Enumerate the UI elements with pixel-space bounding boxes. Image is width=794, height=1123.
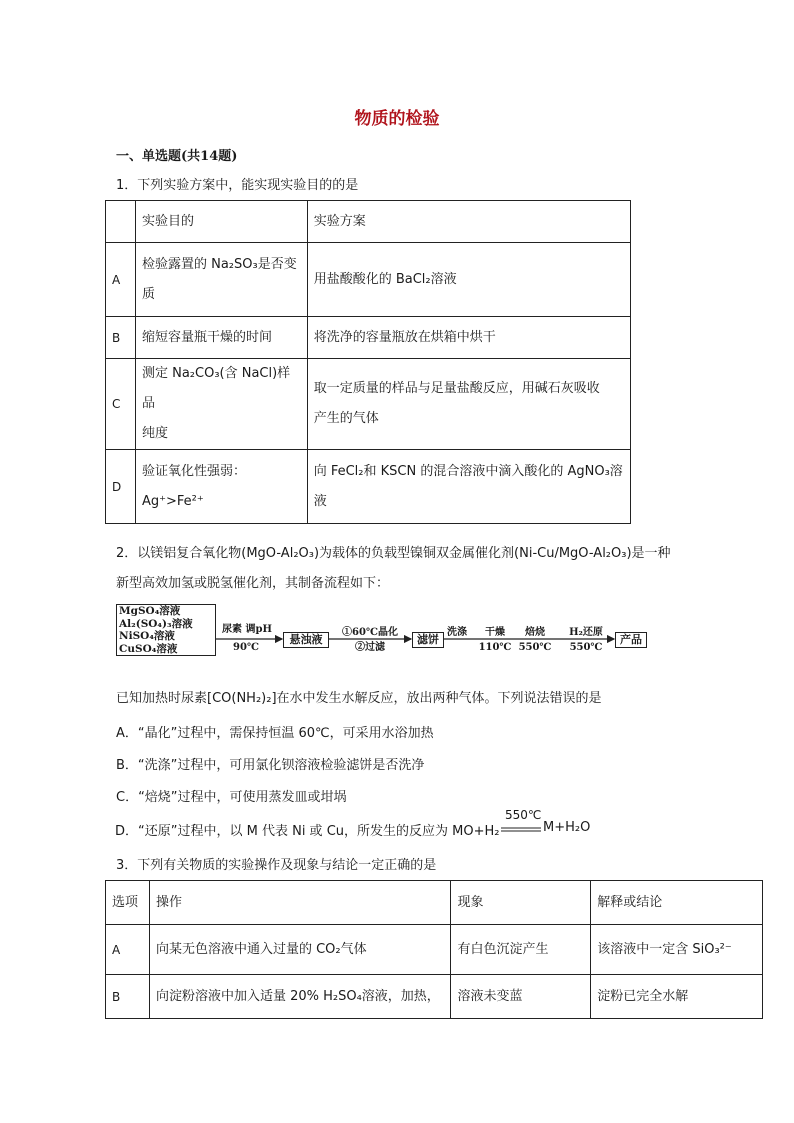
table-row — [106, 925, 763, 975]
section-heading: 一、单选题(共14题) — [116, 149, 238, 164]
cell-line: 检验露置的 Na₂SO₃是否变 — [141, 256, 297, 272]
step-dry-temp: 110℃ — [478, 642, 512, 653]
cell-line: 验证氧化性强弱：Ag⁺>Fe²⁺ — [141, 463, 246, 509]
cell-line: 液 — [313, 493, 327, 509]
q3-stem: 3．下列有关物质的实验操作及现象与结论一定正确的是 — [116, 858, 437, 873]
q2-option-a: A．“晶化”过程中，需保持恒温 60℃，可采用水浴加热 — [116, 726, 434, 741]
conclusion-cell: 淀粉已完全水解 — [591, 975, 763, 1019]
reagents-box — [116, 604, 216, 656]
row-label: B — [106, 317, 136, 359]
step2-filter: ②过滤 — [355, 642, 385, 653]
option-d-products: M+H₂O — [543, 820, 591, 835]
table-header-row — [106, 881, 763, 925]
plan-cell — [307, 317, 630, 359]
step1-temp: 90℃ — [233, 642, 259, 653]
goal-cell — [135, 243, 307, 317]
operation-cell: 向某无色溶液中通入过量的 CO₂气体 — [149, 925, 451, 975]
table-row — [106, 243, 631, 317]
reaction-condition: 550℃ — [505, 808, 542, 822]
table-row — [106, 359, 631, 450]
row-label: A — [106, 925, 150, 975]
q3-table — [105, 880, 763, 1019]
cell-line: 取一定质量的样品与足量盐酸反应，用碱石灰吸收 — [313, 381, 600, 396]
reagent-label: NiSO₄溶液 — [119, 630, 175, 642]
cell-line: 纯度 — [141, 426, 168, 441]
cell-line: 产生的气体 — [313, 411, 379, 426]
q2-option-b: B．“洗涤”过程中，可用氯化钡溶液检验滤饼是否洗净 — [116, 758, 425, 773]
row-label: C — [106, 359, 136, 450]
header-cell: 操作 — [149, 881, 451, 925]
reagent-label: MgSO₄溶液 — [119, 605, 181, 617]
goal-cell — [135, 359, 307, 450]
plan-cell — [307, 359, 630, 450]
option-d-text: D．“还原”过程中，以 M 代表 Ni 或 Cu，所发生的反应为 MO+H₂ — [115, 824, 500, 839]
phenomenon-cell: 溶液未变蓝 — [451, 975, 591, 1019]
step2-condition: ①60℃晶化 — [342, 627, 398, 638]
step1-condition: 尿素 调pH — [222, 624, 272, 635]
cell-line: 用盐酸酸化的 BaCl₂溶液 — [313, 271, 457, 287]
row-label: D — [106, 450, 136, 524]
table-row — [106, 450, 631, 524]
q1-table — [105, 200, 631, 524]
q2-stem-line1: 2．以镁铝复合氧化物(MgO-Al₂O₃)为载体的负载型镍铜双金属催化剂(Ni-Cu/MgO-Al₂O₃)是一种 — [116, 546, 671, 561]
row-label: B — [106, 975, 150, 1019]
header-cell: 现象 — [451, 881, 591, 925]
reagent-label: CuSO₄溶液 — [119, 642, 178, 655]
q2-known-text: 已知加热时尿素[CO(NH₂)₂]在水中发生水解反应，放出两种气体。下列说法错误的是 — [116, 691, 602, 706]
header-cell: 解释或结论 — [591, 881, 763, 925]
header-cell: 实验方案 — [307, 201, 630, 243]
goal-cell — [135, 450, 307, 524]
cell-line: 将洗净的容量瓶放在烘箱中烘干 — [313, 329, 496, 345]
step-dry: 干燥 — [485, 627, 505, 638]
q2-stem-line2: 新型高效加氢或脱氢催化剂，其制备流程如下： — [116, 576, 390, 591]
cell-line: 缩短容量瓶干燥的时间 — [141, 329, 272, 345]
filter-cake-box: 滤饼 — [412, 632, 444, 648]
table-row — [106, 317, 631, 359]
q2-option-c: C．“焙烧”过程中，可使用蒸发皿或坩埚 — [116, 790, 347, 805]
step-wash: 洗涤 — [447, 627, 467, 638]
product-box: 产品 — [615, 632, 647, 648]
header-cell: 实验目的 — [135, 201, 307, 243]
step-bake: 焙烧 — [525, 627, 545, 638]
reagent-label: Al₂(SO₄)₃溶液 — [119, 617, 193, 630]
header-cell: 选项 — [106, 881, 150, 925]
phenomenon-cell: 有白色沉淀产生 — [451, 925, 591, 975]
step-reduce: H₂还原 — [569, 627, 603, 638]
table-row — [106, 975, 763, 1019]
row-label: A — [106, 243, 136, 317]
conclusion-cell: 该溶液中一定含 SiO₃²⁻ — [591, 925, 763, 975]
cell-line: 测定 Na₂CO₃(含 NaCl)样品 — [141, 366, 291, 411]
header-cell — [106, 201, 136, 243]
operation-cell: 向淀粉溶液中加入适量 20% H₂SO₄溶液，加热， — [149, 975, 451, 1019]
cell-line: 质 — [141, 286, 155, 302]
table-header-row — [106, 201, 631, 243]
step-reduce-temp: 550℃ — [569, 642, 603, 653]
cell-line: 向 FeCl₂和 KSCN 的混合溶液中滴入酸化的 AgNO₃溶 — [313, 463, 623, 479]
plan-cell — [307, 243, 630, 317]
q1-stem: 1．下列实验方案中，能实现实验目的的是 — [116, 178, 359, 193]
document-title: 物质的检验 — [354, 109, 440, 129]
plan-cell — [307, 450, 630, 524]
step-bake-temp: 550℃ — [518, 642, 552, 653]
preparation-flowchart — [116, 604, 652, 656]
suspension-box: 悬浊液 — [283, 632, 329, 648]
equals-sign — [501, 826, 541, 834]
goal-cell — [135, 317, 307, 359]
